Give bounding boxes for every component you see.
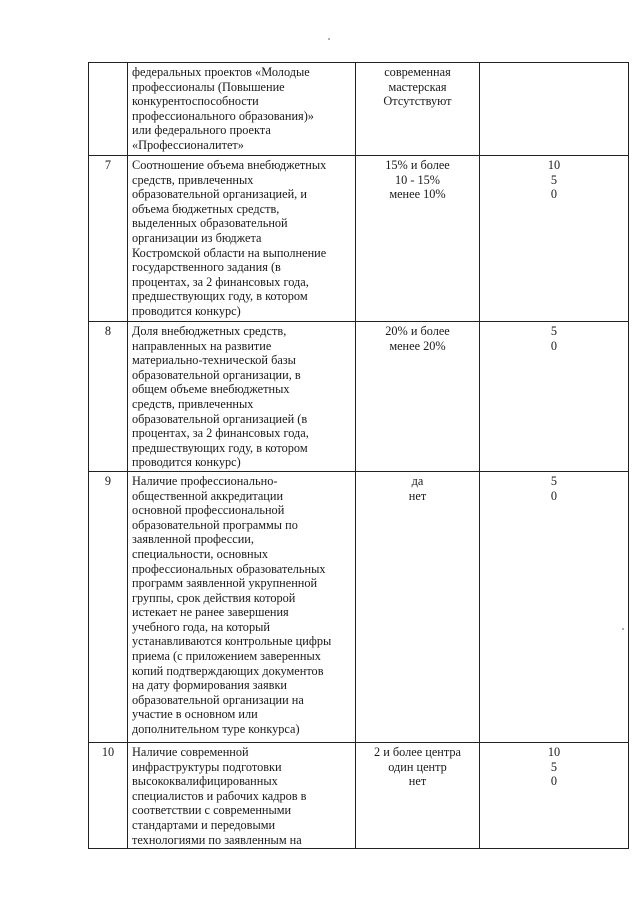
criterion-name-line: приема (с приложением заверенных [132,649,321,664]
criterion-name-line: или федерального проекта [132,123,271,138]
condition-value: мастерская [388,79,447,94]
score-value: 0 [550,338,558,353]
score-cell [480,471,629,742]
criterion-name-line: участие в основном или [132,707,258,722]
criterion-name-line: специалистов и рабочих кадров в [132,788,307,803]
criterion-name-line: процентах, за 2 финансовых года, [132,274,309,289]
condition-value: менее 10% [389,187,446,202]
condition-value: нет [408,774,427,789]
criterion-name-line: копий подтверждающих документов [132,663,324,678]
condition-cell [356,742,480,848]
score-value: 10 [547,158,561,172]
scan-speck [328,38,330,40]
criteria-row [89,322,629,472]
criterion-name-line: проводится конкурс) [132,303,241,318]
condition-cell [356,471,480,742]
score-value: 5 [550,324,558,338]
criterion-name-line: группы, срок действия которой [132,590,296,605]
criterion-name-line: конкурентоспособности [132,94,259,109]
criterion-name-line: образовательной организации, в [132,367,301,382]
criterion-name-line: Наличие современной [132,744,249,759]
criterion-name-line: средств, привлеченных [132,396,254,411]
score-value: 0 [550,488,558,503]
criterion-name-line: материально-технической базы [132,353,296,368]
criterion-name-cell [128,322,356,472]
criterion-name-line: «Профессионалитет» [132,137,244,152]
condition-value: 10 - 15% [394,172,441,187]
criterion-name-line: организации из бюджета [132,230,262,245]
criterion-name-line: общественной аккредитации [132,488,284,503]
score-cell [480,742,629,848]
condition-value: один центр [388,759,447,774]
criterion-name-line: общем объеме внебюджетных [132,382,290,397]
criterion-name-line: основной профессиональной [132,503,285,518]
criteria-row [89,742,629,848]
criterion-name-line: программ заявленной укрупненной [132,576,318,591]
criteria-row [89,156,629,322]
condition-value: нет [408,488,427,503]
criteria-row [89,63,629,156]
criterion-name-line: Соотношение объема внебюджетных [132,158,327,172]
score-value: 10 [547,744,561,759]
criterion-name-line: устанавливаются контрольные цифры [132,634,332,649]
criterion-name-line: средств, привлеченных [132,172,254,187]
condition-value: современная [384,65,451,79]
criterion-name-line: объема бюджетных средств, [132,201,280,216]
condition-value: 15% и более [385,158,450,172]
row-number: 10 [89,742,128,848]
criterion-name-line: федеральных проектов «Молодые [132,65,310,79]
condition-cell [356,322,480,472]
criterion-name-line: на дату формирования заявки [132,678,288,693]
criterion-name-line: процентах, за 2 финансовых года, [132,426,309,441]
row-number: 7 [89,156,128,322]
score-cell [480,322,629,472]
condition-value: менее 20% [389,338,446,353]
criterion-name-cell [128,742,356,848]
criterion-name-line: стандартами и передовыми [132,817,276,832]
criterion-name-cell [128,156,356,322]
criterion-name-cell [128,63,356,156]
criterion-name-line: учебного года, на который [132,619,270,634]
criteria-table [88,62,629,849]
condition-value: 2 и более центра [374,744,461,759]
criterion-name-line: профессиональных образовательных [132,561,326,576]
criterion-name-line: образовательной организацией, и [132,187,307,202]
criterion-name-line: специальности, основных [132,546,269,561]
row-number: 8 [89,322,128,472]
score-cell [480,63,629,156]
score-value: 0 [550,774,558,789]
criterion-name-line: Доля внебюджетных средств, [132,324,287,338]
criterion-name-line: выделенных образовательной [132,216,288,231]
criterion-name-line: образовательной организации на [132,692,304,707]
criterion-name-line: инфраструктуры подготовки [132,759,282,774]
criterion-name-cell [128,471,356,742]
condition-value: 20% и более [385,324,450,338]
criterion-name-line: заявленной профессии, [132,532,254,547]
criterion-name-line: Наличие профессионально- [132,473,278,488]
criterion-name-line: предшествующих году, в котором [132,289,308,304]
condition-cell [356,156,480,322]
condition-value: да [411,473,424,488]
condition-cell [356,63,480,156]
criterion-name-line: предшествующих году, в котором [132,440,308,455]
row-number: 9 [89,471,128,742]
criterion-name-line: дополнительном туре конкурса) [132,722,300,737]
score-value: 5 [550,473,558,488]
score-value: 0 [550,187,558,202]
criterion-name-line: истекает не ранее завершения [132,605,289,620]
score-value: 5 [550,172,558,187]
criteria-row [89,471,629,742]
criterion-name-line: высококвалифицированных [132,774,278,789]
criterion-name-line: профессионального образования)» [132,108,314,123]
criterion-name-line: направленных на развитие [132,338,272,353]
criterion-name-line: технологиями по заявленным на [132,832,302,847]
criteria-table-body [89,63,629,849]
criterion-name-line: образовательной программы по [132,517,298,532]
criterion-name-line: проводится конкурс) [132,455,241,470]
criterion-name-line: профессионалы (Повышение [132,79,285,94]
score-cell [480,156,629,322]
criterion-name-line: соответствии с современными [132,803,292,818]
score-value: 5 [550,759,558,774]
criterion-name-line: государственного задания (в [132,260,281,275]
criterion-name-line: Костромской области на выполнение [132,245,327,260]
row-number [89,63,128,156]
condition-value: Отсутствуют [383,94,452,109]
criterion-name-line: образовательной организацией (в [132,411,308,426]
